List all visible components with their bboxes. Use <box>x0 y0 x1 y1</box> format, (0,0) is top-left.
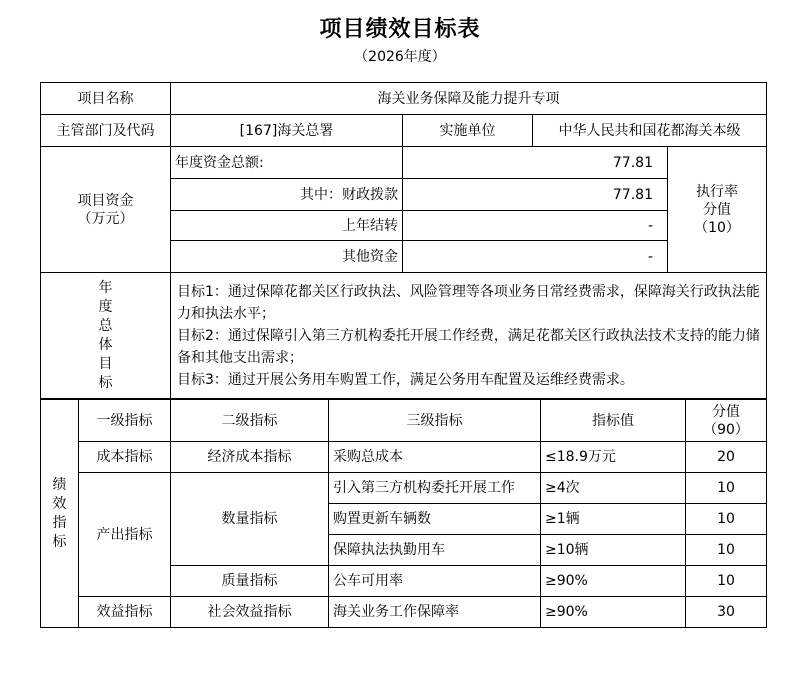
dept-label: 主管部门及代码 <box>41 115 171 147</box>
table-row <box>41 597 767 628</box>
benefit-target: ≥90% <box>541 597 686 628</box>
funds-label-line2: （万元） <box>77 210 134 227</box>
exec-line3: （10） <box>694 219 740 236</box>
quality-target: ≥90% <box>541 566 686 597</box>
funds-carryover-label: 上年结转 <box>171 211 403 241</box>
impl-value: 中华人民共和国花都海关本级 <box>533 115 767 147</box>
funds-fiscal-label: 其中：财政拨款 <box>171 179 403 211</box>
funds-total-value: 77.81 <box>403 147 668 179</box>
header-level3: 三级指标 <box>329 400 541 442</box>
goal-item-1: 目标1：通过保障花都关区行政执法、风险管理等各项业务日常经费需求，保障海关行政执法能力和执法水平； <box>177 283 760 322</box>
header-level2: 二级指标 <box>171 400 329 442</box>
impl-label: 实施单位 <box>403 115 533 147</box>
performance-table <box>40 399 767 628</box>
output-level3: 购置更新车辆数 <box>329 504 541 535</box>
header-score: 分值 （90） <box>686 400 767 442</box>
funds-total-label: 年度资金总额: <box>171 147 403 179</box>
goal-item-2: 目标2：通过保障引入第三方机构委托开展工作经费，满足花都关区行政执法技术支持的能力储备和其他支出需求； <box>177 327 760 366</box>
output-target: ≥4次 <box>541 473 686 504</box>
project-name-label: 项目名称 <box>41 83 171 115</box>
page-subtitle: （2026年度） <box>354 49 446 65</box>
exec-line2: 分值 <box>703 201 731 218</box>
page-title: 项目绩效目标表 <box>319 17 481 42</box>
benefit-level2: 社会效益指标 <box>171 597 329 628</box>
goal-item-3: 目标3：通过开展公务用车购置工作，满足公务用车配置及运维经费需求。 <box>177 371 634 388</box>
goals-label: 年 度 总 体 目 标 <box>41 273 171 399</box>
benefit-level3: 海关业务工作保障率 <box>329 597 541 628</box>
quantity-level2: 数量指标 <box>171 473 329 566</box>
funds-fiscal-value: 77.81 <box>403 179 668 211</box>
exec-line1: 执行率 <box>696 183 738 200</box>
output-score: 10 <box>686 535 767 566</box>
cost-level1: 成本指标 <box>79 442 171 473</box>
goals-text <box>171 273 767 399</box>
funds-other-label: 其他资金 <box>171 241 403 273</box>
table-row <box>41 442 767 473</box>
cost-target: ≤18.9万元 <box>541 442 686 473</box>
header-level1: 一级指标 <box>79 400 171 442</box>
table-row <box>41 473 767 504</box>
cost-level2: 经济成本指标 <box>171 442 329 473</box>
funds-label-line1: 项目资金 <box>77 192 134 209</box>
project-name-value: 海关业务保障及能力提升专项 <box>171 83 767 115</box>
output-level3: 引入第三方机构委托开展工作 <box>329 473 541 504</box>
output-target: ≥10辆 <box>541 535 686 566</box>
funds-label <box>41 147 171 273</box>
benefit-score: 30 <box>686 597 767 628</box>
cost-score: 20 <box>686 442 767 473</box>
output-target: ≥1辆 <box>541 504 686 535</box>
quality-score: 10 <box>686 566 767 597</box>
quality-level2: 质量指标 <box>171 566 329 597</box>
project-info-table <box>40 82 767 399</box>
header-target: 指标值 <box>541 400 686 442</box>
cost-level3: 采购总成本 <box>329 442 541 473</box>
quality-level3: 公车可用率 <box>329 566 541 597</box>
output-score: 10 <box>686 473 767 504</box>
dept-value: [167]海关总署 <box>171 115 403 147</box>
benefit-level1: 效益指标 <box>79 597 171 628</box>
funds-carryover-value: - <box>403 211 668 241</box>
performance-label: 绩 效 指 标 <box>41 400 79 628</box>
funds-other-value: - <box>403 241 668 273</box>
exec-rate-score <box>668 147 767 273</box>
output-level1: 产出指标 <box>79 473 171 597</box>
output-score: 10 <box>686 504 767 535</box>
output-level3: 保障执法执勤用车 <box>329 535 541 566</box>
